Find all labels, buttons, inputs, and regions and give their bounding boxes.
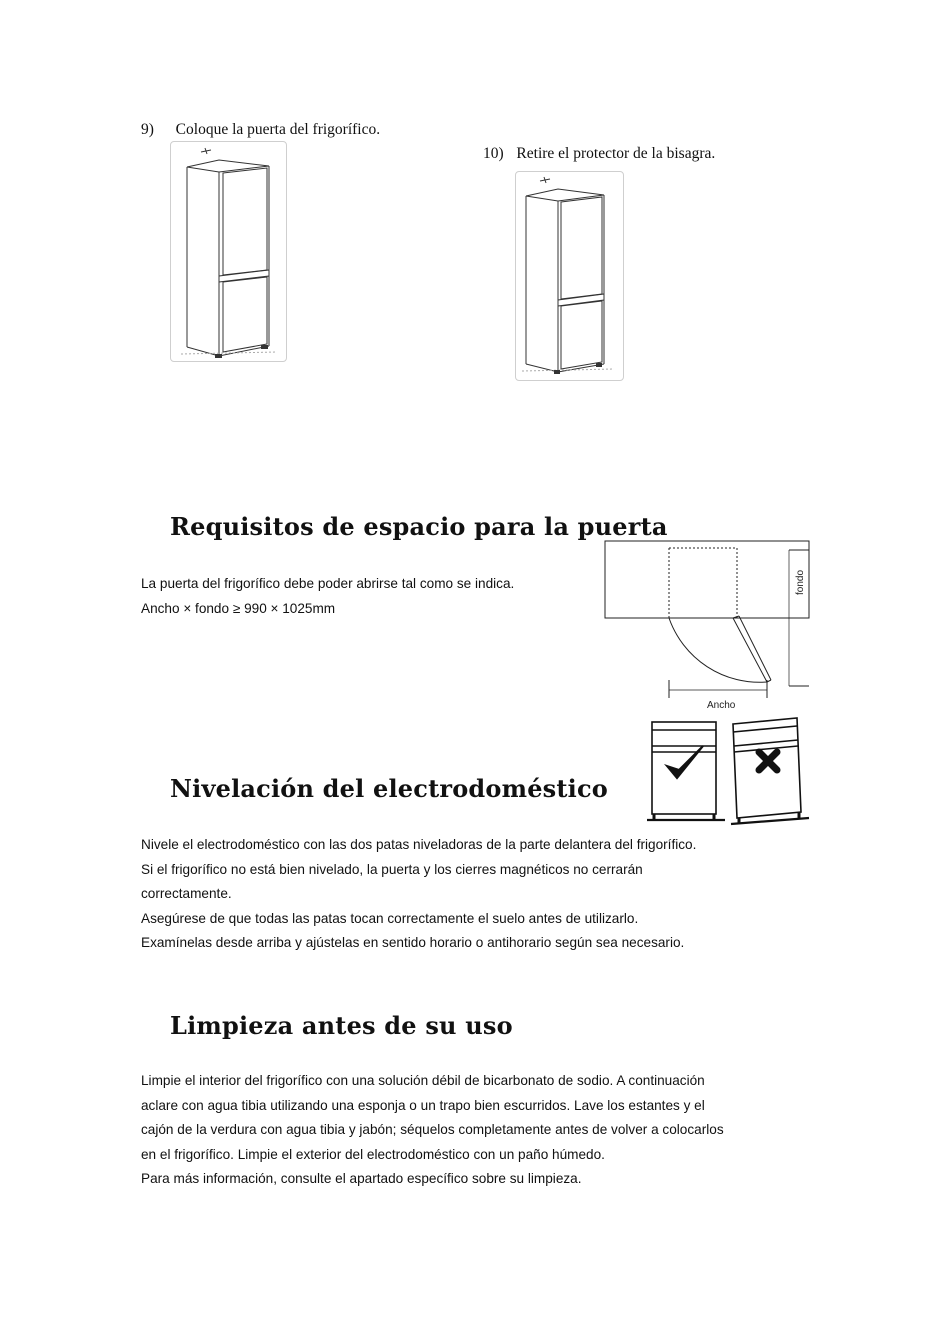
paragraph-line: Ancho × fondo ≥ 990 × 1025mm	[141, 601, 336, 616]
step-text: Coloque la puerta del frigorífico.	[175, 121, 381, 138]
check-mark-icon	[667, 746, 703, 778]
level-correct-fridge	[647, 722, 725, 820]
paragraph-line: Nivele el electrodoméstico con las dos patas niveladoras de la parte delantera del frigorífico.	[141, 837, 697, 852]
step-text: Retire el protector de la bisagra.	[516, 145, 716, 162]
cross-mark-icon	[759, 752, 777, 770]
door-clearance-diagram	[603, 538, 815, 716]
depth-label: fondo	[795, 569, 806, 595]
paragraph-line: Asegúrese de que todas las patas tocan correctamente el suelo antes de utilizarlo.	[141, 911, 639, 926]
step-number: 10)	[483, 145, 504, 162]
section-title-leveling: Nivelación del electrodoméstico	[170, 774, 609, 803]
paragraph-line: Si el frigorífico no está bien nivelado, la puerta y los cierres magnéticos no cerrarán	[141, 862, 643, 877]
fridge-drawing	[516, 172, 623, 380]
fridge-drawing	[171, 142, 286, 361]
step-number: 9)	[141, 121, 154, 138]
paragraph-line: cajón de la verdura con agua tibia y jabón; séquelos completamente antes de volver a colocarlos	[141, 1122, 724, 1137]
paragraph-line: aclare con agua tibia utilizando una esponja o un trapo bien escurridos. Lave los estantes y el	[141, 1098, 705, 1113]
fridge-illustration-step-9	[170, 141, 287, 362]
paragraph-line: La puerta del frigorífico debe poder abrirse tal como se indica.	[141, 576, 515, 591]
section-title-cleaning: Limpieza antes de su uso	[170, 1011, 513, 1040]
paragraph-line: Limpie el interior del frigorífico con una solución débil de bicarbonato de sodio. A continuación	[141, 1073, 705, 1088]
paragraph-line: Examínelas desde arriba y ajústelas en sentido horario o antihorario según sea necesario.	[141, 935, 685, 950]
paragraph-line: correctamente.	[141, 886, 232, 901]
leveling-illustration	[645, 716, 813, 828]
step-9	[141, 121, 380, 139]
level-incorrect-fridge	[731, 718, 809, 824]
paragraph-line: en el frigorífico. Limpie el exterior del electrodoméstico con un paño húmedo.	[141, 1147, 605, 1162]
section-title-door-space: Requisitos de espacio para la puerta	[170, 512, 668, 541]
fridge-illustration-step-10	[515, 171, 624, 381]
width-label: Ancho	[707, 700, 736, 711]
paragraph-line: Para más información, consulte el apartado específico sobre su limpieza.	[141, 1171, 582, 1186]
step-10	[483, 145, 715, 163]
